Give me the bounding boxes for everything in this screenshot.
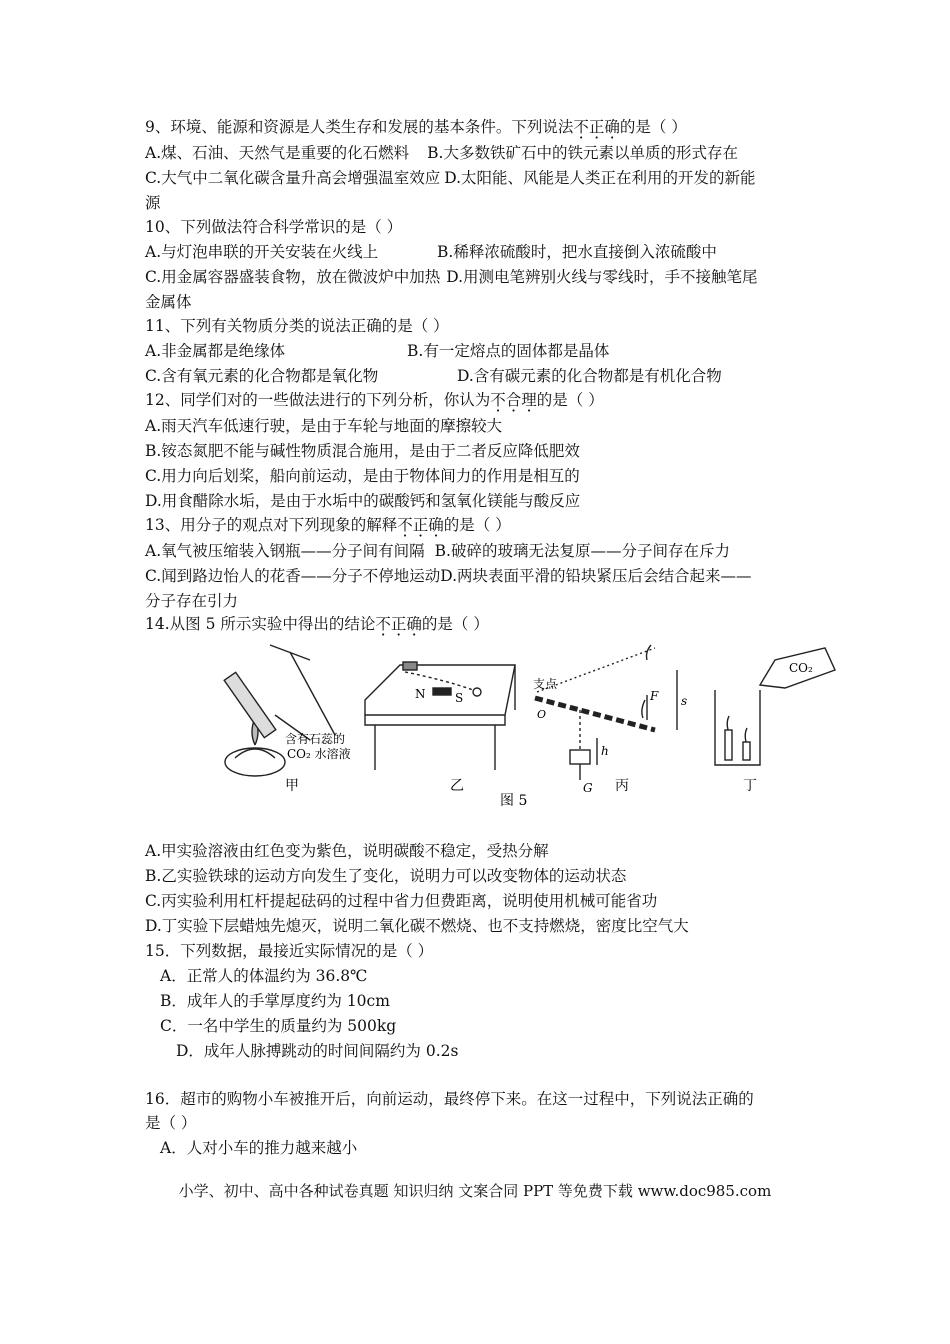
q11-option-b: B.有一定熔点的固体都是晶体 (407, 342, 610, 360)
q11-options-ab (145, 340, 609, 362)
q13-option-d-cont: 分子存在引力 (145, 592, 239, 610)
q10-option-b: B.稀释浓硫酸时，把水直接倒入浓硫酸中 (437, 243, 717, 261)
q11-stem: 11、下列有关物质分类的说法正确的是（ ） (145, 317, 449, 335)
q15-option-b: B．成年人的手掌厚度约为 10cm (160, 992, 390, 1010)
board-edge (365, 715, 505, 725)
q9-options-cd (145, 167, 756, 189)
hand-low (642, 700, 645, 718)
q10-option-d-cont: 金属体 (145, 293, 192, 311)
q16-stem: 16．超市的购物小车被推开后，向前运动，最终停下来。在这一过程中，下列说法正确的 (145, 1090, 754, 1108)
q15-option-d: D．成年人脉搏跳动的时间间隔约为 0.2s (176, 1042, 459, 1060)
test-tube (224, 672, 276, 737)
q12-option-a: A.雨天汽车低速行驶，是由于车轮与地面的摩擦较大 (145, 417, 503, 435)
label-ding: 丁 (743, 778, 757, 794)
emphasis-char: 正 (390, 615, 407, 633)
q13-option-c: C.闻到路边怡人的花香——分子不停地运动 (145, 567, 441, 585)
hand-high (647, 645, 652, 660)
emphasis-char: 确 (406, 615, 422, 633)
q14-option-a: A.甲实验溶液由红色变为紫色，说明碳酸不稳定，受热分解 (145, 842, 549, 860)
emphasis-char: 不 (490, 391, 506, 409)
q13-option-d: D.两块表面平滑的铅块紧压后会结合起来—— (440, 567, 752, 585)
q14-option-c: C.丙实验利用杠杆提起砝码的过程中省力但费距离，说明使用机械可能省功 (145, 892, 658, 910)
weight-g (570, 750, 590, 764)
figure-caption: 图 5 (500, 793, 528, 809)
q13-option-b: B.破碎的玻璃无法复原——分子间存在斥力 (434, 542, 730, 560)
q10-options-cd (145, 266, 758, 288)
emphasis-char: 不 (375, 615, 391, 633)
q15-option-c: C．一名中学生的质量约为 500kg (160, 1017, 397, 1035)
flame-low (745, 728, 747, 742)
solution-label-1: 含有石蕊的 (285, 732, 346, 746)
q15-option-a: A．正常人的体温约为 36.8℃ (160, 967, 368, 985)
lever-bar (535, 698, 655, 730)
candle-low (743, 742, 750, 760)
q9-option-d-cont: 源 (145, 194, 161, 212)
q12-stem: 12、同学们对的一些做法进行的下列分析，你认为不合理的是（ ） (145, 391, 604, 409)
o-label: O (537, 708, 547, 721)
q12-option-c: C.用力向后划桨，船向前运动，是由于物体间力的作用是相互的 (145, 467, 580, 485)
apparatus-yi (365, 662, 515, 770)
holder-handle (290, 652, 335, 735)
emphasis-char: 不 (573, 118, 589, 136)
emphasis-char: 理 (521, 391, 537, 409)
q10-option-d: D.用测电笔辨别火线与零线时，手不接触笔尾 (446, 268, 758, 286)
flame-high (727, 716, 729, 730)
emphasis-char: 确 (428, 516, 444, 534)
co2-label: CO₂ (789, 661, 813, 675)
emphasis-char: 不 (397, 516, 413, 534)
q9-options-ab (145, 142, 738, 164)
q9-option-d: D.太阳能、风能是人类正在利用的开发的新能 (444, 169, 756, 187)
apparatus-bing (535, 645, 677, 780)
candle-high (725, 730, 732, 760)
q10-option-a: A.与灯泡串联的开关安装在火线上 (145, 243, 379, 261)
f-label: F (650, 689, 659, 703)
label-yi: 乙 (450, 778, 464, 794)
beaker (715, 690, 760, 765)
q15-stem: 15．下列数据，最接近实际情况的是（ ） (145, 942, 434, 960)
fulcrum-label: 支点 (533, 677, 558, 691)
magnet-n-label: N (415, 687, 426, 701)
q11-option-c: C.含有氧元素的化合物都是氧化物 (145, 367, 379, 385)
emphasis-char: 合 (505, 391, 522, 409)
apparatus-ding (715, 648, 835, 765)
q13-options-cd (145, 565, 752, 587)
q11-option-a: A.非金属都是绝缘体 (145, 342, 286, 360)
solution-label-2: CO₂ 水溶液 (287, 747, 351, 761)
emphasis-char: 正 (412, 516, 429, 534)
q10-options-ab (145, 241, 717, 263)
label-jia: 甲 (285, 778, 299, 794)
h-label: h (601, 744, 609, 758)
magnet (433, 688, 451, 695)
q13-options-ab (145, 540, 730, 562)
figure-5 (215, 640, 845, 815)
q9-option-b: B.大多数铁矿石中的铁元素以单质的形式存在 (427, 144, 738, 162)
figure-5-drawing (215, 640, 845, 815)
s-label: s (681, 694, 688, 708)
q12-option-d: D.用食醋除水垢，是由于水垢中的碳酸钙和氢氧化镁能与酸反应 (145, 492, 581, 510)
q16-option-a: A．人对小车的推力越来越小 (160, 1139, 358, 1157)
emphasis-char: 确 (604, 118, 620, 136)
q9-stem: 9、环境、能源和资源是人类生存和发展的基本条件。下列说法不正确的是（ ） (145, 118, 687, 136)
q12-option-b: B.铵态氮肥不能与碱性物质混合施用，是由于二者反应降低肥效 (145, 442, 580, 460)
q14-option-d: D.丁实验下层蜡烛先熄灭，说明二氧化碳不燃烧、也不支持燃烧，密度比空气大 (145, 917, 689, 935)
iron-ball (473, 688, 481, 696)
lamp-top (235, 749, 275, 758)
q13-stem: 13、用分子的观点对下列现象的解释不正确的是（ ） (145, 516, 511, 534)
q13-option-a: A.氧气被压缩装入钢瓶——分子间有间隔 (145, 542, 425, 560)
magnet-s-label: S (455, 691, 464, 705)
page-footer: 小学、初中、高中各种试卷真题 知识归纳 文案合同 PPT 等免费下载 www.doc985.com (178, 1182, 772, 1200)
q16-stem-cont: 是（ ） (145, 1114, 197, 1132)
q11-option-d: D.含有碳元素的化合物都是有机化合物 (457, 367, 722, 385)
q9-option-a: A.煤、石油、天然气是重要的化石燃料 (145, 144, 410, 162)
emphasis-char: 正 (588, 118, 605, 136)
q14-stem: 14.从图 5 所示实验中得出的结论不正确的是（ ） (145, 615, 489, 633)
q10-stem: 10、下列做法符合科学常识的是（ ） (145, 218, 403, 236)
ramp (403, 662, 417, 670)
q14-option-b: B.乙实验铁球的运动方向发生了变化，说明力可以改变物体的运动状态 (145, 867, 627, 885)
q9-option-c: C.大气中二氧化碳含量升高会增强温室效应 (145, 169, 441, 187)
label-bing: 丙 (615, 778, 629, 794)
q11-options-cd (145, 365, 722, 387)
alcohol-lamp (225, 748, 285, 776)
q10-option-c: C.用金属容器盛装食物，放在微波炉中加热 (145, 268, 441, 286)
g-label: G (583, 781, 593, 795)
